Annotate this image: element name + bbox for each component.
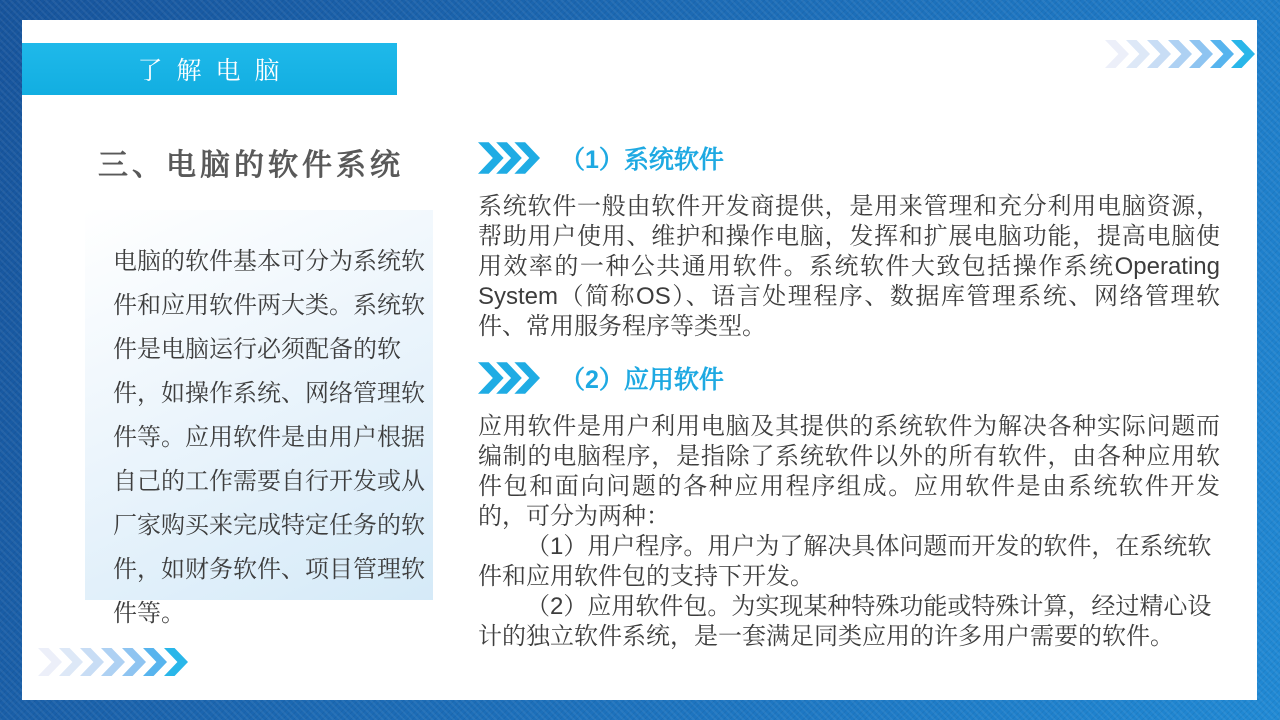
chevron-arrow-icon — [59, 648, 83, 676]
chevron-arrow-icon — [1210, 40, 1234, 68]
chevron-arrow-icon — [80, 648, 104, 676]
section-paragraph: 应用软件是用户利用电脑及其提供的系统软件为解决各种实际问题而编制的电脑程序，是指除了系统软件以外的所有软件，由各种应用软件包和面向问题的各种应用程序组成。应用软件是由系统软件开发的，可分为两种： — [478, 413, 1220, 530]
chevron-arrow-icon — [1105, 40, 1129, 68]
triple-chevron-icon — [478, 359, 540, 397]
triple-chevron-icon — [478, 139, 540, 177]
chevron-arrow-icon — [101, 648, 125, 676]
intro-text: 电脑的软件基本可分为系统软件和应用软件两大类。系统软件是电脑运行必须配备的软件，如操作系统、网络管理软件等。应用软件是由用户根据自己的工作需要自行开发或从厂家购买来完成特定任务的软件，如财务软件、项目管理软件等。 — [113, 248, 425, 627]
chevron-arrow-icon — [38, 648, 62, 676]
section-application-software — [478, 358, 1220, 652]
chevron-flow-icon — [1105, 40, 1252, 68]
section-list-item: （1）用户程序。用户为了解决具体问题而开发的软件，在系统软件和应用软件包的支持下开发。 — [478, 533, 1212, 590]
chevron-arrow-icon — [164, 648, 188, 676]
content-column — [478, 138, 1220, 652]
section-heading-row — [478, 358, 1220, 398]
chevron-arrow-icon — [1168, 40, 1192, 68]
chevron-arrow-icon — [1126, 40, 1150, 68]
chevron-arrow-icon — [122, 648, 146, 676]
section-paragraph: 系统软件一般由软件开发商提供，是用来管理和充分利用电脑资源，帮助用户使用、维护和操作电脑，发挥和扩展电脑功能，提高电脑使用效率的一种公共通用软件。系统软件大致包括操作系统Operating System（简称OS）、语言处理程序、数据库管理系统、网络管理软件、常用服务程序等类型。 — [478, 193, 1220, 340]
chevron-flow-icon — [38, 648, 185, 676]
slide-header-tab — [22, 43, 397, 95]
section-heading-row — [478, 138, 1220, 178]
slide-header-label: 了解电脑 — [137, 57, 294, 85]
chevron-arrow-icon — [1231, 40, 1255, 68]
section-heading: （1）系统软件 — [560, 146, 724, 174]
section-heading: （2）应用软件 — [560, 366, 724, 394]
chevron-arrow-icon — [1189, 40, 1213, 68]
page-title: 三、电脑的软件系统 — [98, 149, 404, 182]
chevron-arrow-icon — [1147, 40, 1171, 68]
intro-text-box — [85, 210, 433, 627]
chevron-arrow-icon — [143, 648, 167, 676]
section-list-item: （2）应用软件包。为实现某种特殊功能或特殊计算，经过精心设计的独立软件系统，是一套满足同类应用的许多用户需要的软件。 — [478, 593, 1212, 650]
section-system-software — [478, 138, 1220, 342]
